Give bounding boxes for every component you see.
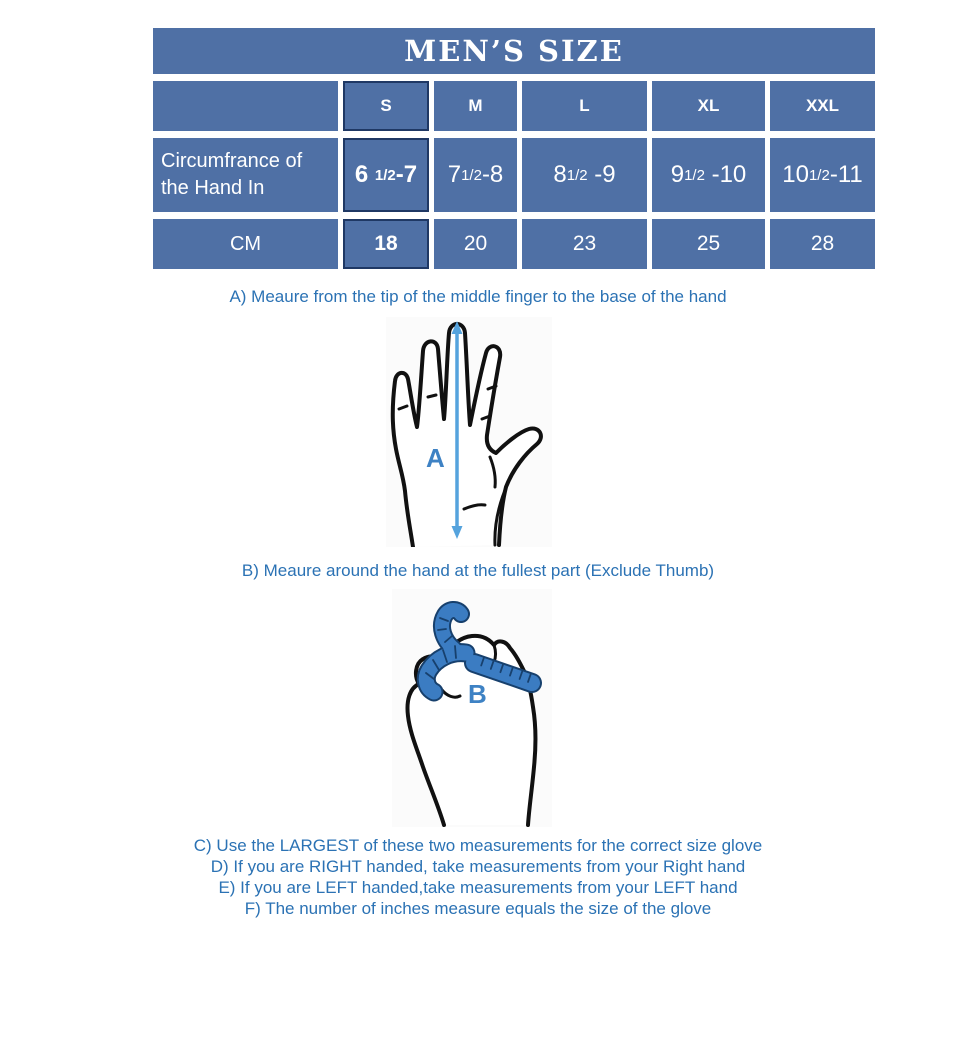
col-header-xl: XL — [652, 81, 765, 131]
cm-value-s: 18 — [343, 219, 429, 269]
inches-l-post: -9 — [587, 161, 616, 188]
instruction-a: A) Meaure from the tip of the middle finger to the base of the hand — [229, 287, 727, 306]
inches-value-xl — [652, 138, 765, 212]
inches-m-pre: 7 — [447, 161, 462, 188]
hand-diagram-label: A — [426, 443, 445, 473]
mens-size-table — [153, 28, 875, 269]
instruction-e: E) If you are LEFT handed,take measurements from your LEFT hand — [218, 878, 738, 897]
inches-xxl-post: -11 — [829, 161, 863, 188]
inches-l-pre: 8 — [553, 161, 567, 188]
inches-xl-post: -10 — [704, 161, 747, 188]
inches-value-m — [434, 138, 517, 212]
inches-m-post: -8 — [481, 161, 504, 188]
hand-outline — [393, 324, 541, 547]
cm-value-xl: 25 — [652, 219, 765, 269]
inches-xxl-pre: 10 — [782, 161, 809, 188]
cm-value-xxl: 28 — [770, 219, 875, 269]
table-title: MEN’S SIZE — [153, 28, 875, 74]
inches-xxl-frac: 1/2 — [808, 166, 830, 184]
col-header-m: M — [434, 81, 517, 131]
inches-s-frac: 1/2 — [374, 166, 396, 184]
inches-value-xxl — [770, 138, 875, 212]
inches-row-label: Circumfrance of the Hand In — [153, 138, 338, 212]
inches-s-pre: 6 — [354, 161, 375, 188]
inches-s-post: -7 — [395, 161, 418, 188]
inches-m-frac: 1/2 — [461, 166, 482, 184]
cm-row-label: CM — [153, 219, 338, 269]
instruction-f: F) The number of inches measure equals the size of the glove — [244, 899, 712, 918]
inches-value-s — [343, 138, 429, 212]
cm-value-m: 20 — [434, 219, 517, 269]
open-hand-illustration — [386, 317, 552, 547]
inches-l-frac: 1/2 — [566, 166, 588, 184]
fist-diagram-label: B — [468, 679, 487, 709]
corner-blank-cell — [153, 81, 338, 131]
fist-illustration — [392, 589, 552, 827]
col-header-xxl: XXL — [770, 81, 875, 131]
inches-xl-frac: 1/2 — [684, 166, 705, 184]
col-header-l: L — [522, 81, 647, 131]
cm-value-l: 23 — [522, 219, 647, 269]
col-header-s: S — [343, 81, 429, 131]
instruction-b: B) Meaure around the hand at the fullest part (Exclude Thumb) — [241, 561, 715, 580]
hand-circumference-diagram — [392, 589, 552, 827]
instruction-c: C) Use the LARGEST of these two measurements for the correct size glove — [193, 836, 763, 855]
hand-length-diagram — [386, 317, 552, 547]
bottom-instructions — [0, 835, 956, 919]
inches-value-l — [522, 138, 647, 212]
inches-xl-pre: 9 — [670, 161, 685, 188]
instruction-d: D) If you are RIGHT handed, take measurements from your Right hand — [210, 857, 746, 876]
